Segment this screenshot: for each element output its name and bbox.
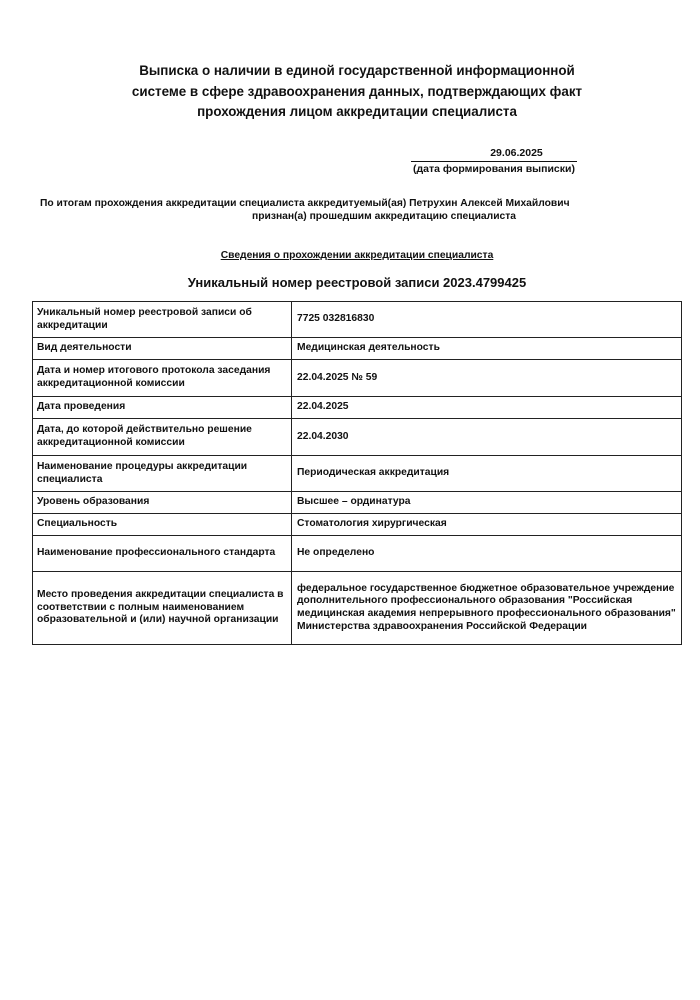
row-label: Дата проведения	[33, 397, 292, 419]
accreditation-details-table	[32, 301, 682, 645]
row-label: Наименование профессионального стандарта	[33, 536, 292, 572]
result-line-2: признан(а) прошедшим аккредитацию специалиста	[252, 211, 517, 222]
row-value: 22.04.2025	[292, 397, 682, 419]
table-row	[33, 514, 682, 536]
table-row	[33, 397, 682, 419]
row-label: Дата и номер итогового протокола заседания аккредитационной комиссии	[33, 360, 292, 397]
document-title-line-2: системе в сфере здравоохранения данных, подтверждающих факт	[131, 83, 583, 99]
row-label: Дата, до которой действительно решение аккредитационной комиссии	[33, 419, 292, 456]
row-value: 22.04.2025 № 59	[292, 360, 682, 397]
row-label: Вид деятельности	[33, 338, 292, 360]
table-row	[33, 492, 682, 514]
row-label: Уровень образования	[33, 492, 292, 514]
table-row	[33, 360, 682, 397]
document-title-line-1: Выписка о наличии в единой государственной информационной	[139, 63, 575, 78]
statement-date-block	[411, 147, 577, 176]
row-value: 7725 032816830	[292, 302, 682, 338]
row-value: Стоматология хирургическая	[292, 514, 682, 536]
table-row	[33, 456, 682, 492]
row-label: Наименование процедуры аккредитации специалиста	[33, 456, 292, 492]
table-row	[33, 302, 682, 338]
accreditation-result-statement	[40, 197, 660, 223]
row-label: Место проведения аккредитации специалиста в соответствии с полным наименованием образовательной и (или) научной организации	[33, 572, 292, 645]
row-label: Уникальный номер реестровой записи об аккредитации	[33, 302, 292, 338]
statement-date-caption: (дата формирования выписки)	[413, 163, 575, 175]
table-row	[33, 572, 682, 645]
registry-number-heading: Уникальный номер реестровой записи 2023.4799425	[187, 275, 527, 290]
row-value: Высшее – ординатура	[292, 492, 682, 514]
section-heading: Сведения о прохождении аккредитации специалиста	[220, 250, 494, 261]
row-label: Специальность	[33, 514, 292, 536]
table-row	[33, 419, 682, 456]
statement-date: 29.06.2025	[411, 147, 577, 162]
document-title	[100, 61, 614, 123]
row-value: Медицинская деятельность	[292, 338, 682, 360]
table-row	[33, 536, 682, 572]
row-value: федеральное государственное бюджетное образовательное учреждение дополнительного профессионального образования "Российская медицинская академия непрерывного профессионального образования" Министерства здравоохранения Российской Федерации	[292, 572, 682, 645]
row-value: 22.04.2030	[292, 419, 682, 456]
result-line-1: По итогам прохождения аккредитации специалиста аккредитуемый(ая) Петрухин Алексей Михайлович	[40, 198, 570, 209]
document-title-line-3: прохождения лицом аккредитации специалиста	[197, 104, 517, 119]
table-row	[33, 338, 682, 360]
row-value: Не определено	[292, 536, 682, 572]
row-value: Периодическая аккредитация	[292, 456, 682, 492]
